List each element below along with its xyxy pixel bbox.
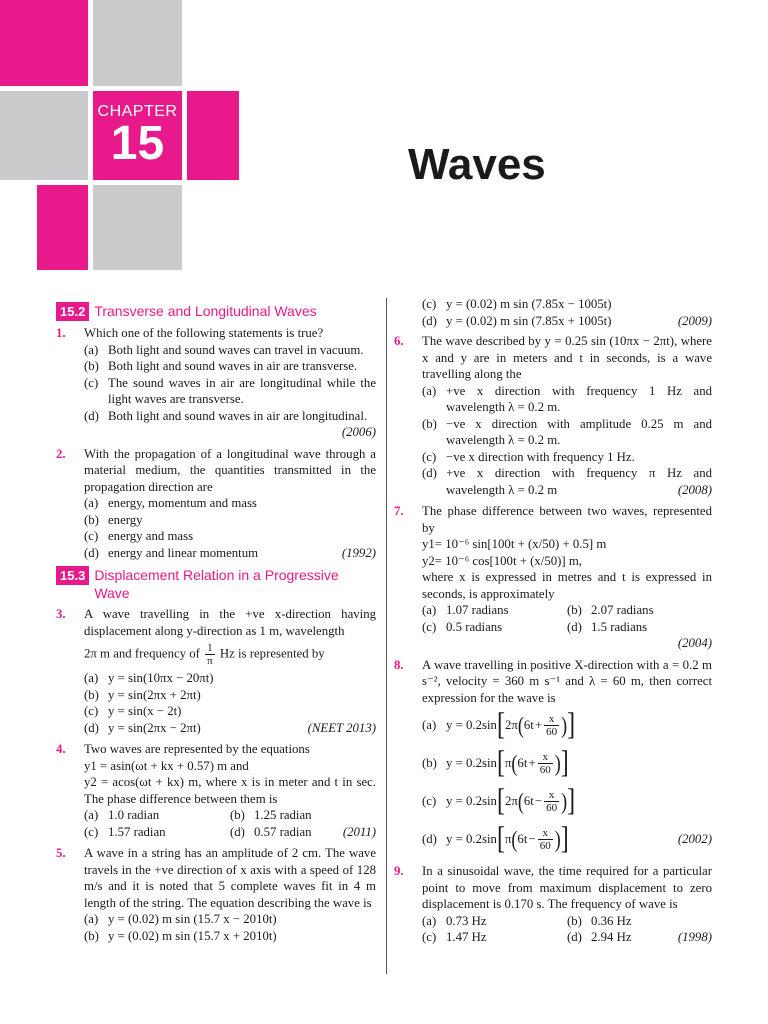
- section-number: 15.3: [56, 566, 89, 585]
- fraction: $\frac{1}{\pi}$: [207, 642, 213, 667]
- option-b: (b) 1.25 radian: [230, 808, 312, 822]
- question-5: [56, 845, 376, 944]
- option-b: (b) Both light and sound waves in air are transverse.: [84, 359, 358, 373]
- section-heading: [56, 302, 376, 321]
- option-d: (d) 2.94 Hz (1998): [567, 930, 712, 944]
- option-c: (c) 1.57 radian: [84, 824, 166, 839]
- year-label: (2002): [677, 831, 712, 846]
- option-b: (b) −ve x direction with amplitude 0.25 m and wavelength λ = 0.2 m.: [422, 416, 712, 447]
- option-a: (a) 1.0 radian: [84, 808, 160, 822]
- option-b: (b) y = (0.02) m sin (15.7 x + 2010t): [84, 928, 277, 943]
- decor-block: [0, 0, 88, 86]
- question-text: With the propagation of a longitudinal wave through a material medium, the quantities transmitted in the propagation direction are: [84, 446, 376, 494]
- question-text-cont: 2π m and frequency of $\frac{1}{\pi}$ Hz is represented by: [84, 642, 325, 667]
- question-8: [394, 657, 712, 859]
- option-b: (b) y = sin(2πx + 2πt): [84, 687, 201, 702]
- question-number: 5.: [56, 846, 66, 860]
- option-d: (d) 0.57 radian (2011): [230, 824, 376, 839]
- option-d: (d) +ve x direction with frequency π Hz and wavelength λ = 0.2 m (2008): [422, 466, 712, 497]
- section-title: Displacement Relation in a Progressive Wave: [94, 567, 339, 601]
- option-a: (a) 0.73 Hz: [422, 913, 487, 928]
- equation: y2 = acos(ωt + kx) m, where x is in meter and t in sec. The phase difference between them is: [84, 775, 376, 806]
- year-label: (2008): [677, 482, 712, 497]
- question-number: 1.: [56, 326, 66, 340]
- option-c: (c) energy and mass: [84, 529, 194, 543]
- section-title: Transverse and Longitudinal Waves: [94, 303, 317, 319]
- option-d: (d) 1.5 radians: [567, 619, 648, 634]
- options-row: [422, 913, 712, 930]
- question-3: [56, 606, 376, 736]
- question-text: The wave described by y = 0.25 sin (10πx − 2πt), where x and y are in meters and t in seconds, is a wave travelling along the: [422, 334, 712, 381]
- options-row: [84, 807, 376, 824]
- question-number: 6.: [394, 334, 404, 348]
- wave-equation: y = 0.2sin [ π ( 6t − $\frac{x}{60}$ ) ]: [446, 822, 569, 856]
- option-b: (b) energy: [84, 512, 143, 527]
- options-row: [422, 619, 712, 636]
- year-label: (2009): [677, 313, 712, 328]
- decor-block: [187, 91, 239, 180]
- option-a: (a) y = 0.2sin [ 2π ( 6t + $\frac{x}{60}$ ) ]: [422, 708, 576, 742]
- options-row: [422, 929, 712, 946]
- option-c: (c) 1.47 Hz: [422, 930, 487, 944]
- decor-block: [37, 185, 88, 270]
- question-number: 2.: [56, 446, 66, 461]
- chapter-badge: [93, 91, 182, 180]
- option-c: (c) y = sin(x − 2t): [84, 704, 182, 718]
- wave-equation: y = 0.2sin [ π ( 6t + $\frac{x}{60}$ ) ]: [446, 746, 569, 780]
- decor-block: [0, 91, 88, 180]
- option-a: (a) energy, momentum and mass: [84, 496, 257, 510]
- page-title: Waves: [408, 140, 546, 189]
- year-label: (1998): [677, 930, 712, 944]
- column-divider: [386, 298, 387, 974]
- question-text: In a sinusoidal wave, the time required for a particular point to move from maximum displacement to zero displacement is 0.170 s. The frequency of wave is: [422, 864, 712, 911]
- question-1: [56, 325, 376, 441]
- options-row: [84, 824, 376, 841]
- section-number: 15.2: [56, 302, 89, 321]
- decor-block: [93, 0, 182, 86]
- option-c: (c) The sound waves in air are longitudinal while the light waves are transverse.: [84, 375, 376, 406]
- option-a: (a) Both light and sound waves can travel in vacuum.: [84, 342, 364, 357]
- option-d: (d) y = (0.02) m sin (7.85x + 1005t) (2009): [422, 313, 712, 328]
- option-d: (d) Both light and sound waves in air are longitudinal. (2006): [84, 408, 376, 439]
- question-number: 4.: [56, 742, 66, 756]
- question-text: Which one of the following statements is true?: [84, 326, 324, 340]
- question-number: 7.: [394, 504, 404, 518]
- option-c: (c) 0.5 radians: [422, 619, 503, 634]
- option-b: (b) 0.36 Hz: [567, 913, 632, 928]
- option-a: (a) 1.07 radians: [422, 603, 509, 617]
- year-label: (2006): [341, 425, 376, 439]
- option-b: (b) 2.07 radians: [567, 603, 654, 617]
- question-2: [56, 446, 376, 562]
- question-text: A wave travelling in the +ve x-direction having displacement along y-direction as 1 m, wavelength: [84, 607, 376, 638]
- question-9: [394, 863, 712, 946]
- year-label: (2004): [677, 636, 712, 650]
- question-text: A wave travelling in positive X-direction with a = 0.2 m s⁻², velocity = 360 m s⁻¹ and λ = 60 m, then correct expression for the wave is: [422, 657, 712, 705]
- equation: y2= 10⁻⁶ cos[100t + (x/50)] m,: [422, 553, 582, 568]
- question-text: Two waves are represented by the equations: [84, 742, 310, 756]
- right-column: [394, 296, 712, 951]
- option-a: (a) +ve x direction with frequency 1 Hz and wavelength λ = 0.2 m.: [422, 383, 712, 414]
- year-label: (2011): [342, 824, 376, 839]
- equation: y1= 10⁻⁶ sin[100t + (x/50) + 0.5] m: [422, 537, 607, 551]
- options-row: [422, 602, 712, 619]
- question-6: [394, 333, 712, 498]
- option-d: (d) energy and linear momentum (1992): [84, 545, 376, 560]
- question-5-cont: [394, 296, 712, 329]
- option-d: (d) y = 0.2sin [ π ( 6t − $\frac{x}{60}$ ) ] (2002): [422, 822, 712, 856]
- option-c: (c) −ve x direction with frequency 1 Hz.: [422, 449, 635, 464]
- year-label: (NEET 2013): [307, 720, 376, 735]
- wave-equation: y = 0.2sin [ 2π ( 6t + $\frac{x}{60}$ ) ]: [446, 708, 576, 742]
- question-number: 9.: [394, 864, 404, 878]
- wave-equation: y = 0.2sin [ 2π ( 6t − $\frac{x}{60}$ ) ]: [446, 784, 576, 818]
- question-text-cont: where x is expressed in metres and t is expressed in seconds, is approximately: [422, 570, 712, 601]
- option-c: (c) y = 0.2sin [ 2π ( 6t − $\frac{x}{60}$ ) ]: [422, 784, 576, 818]
- option-a: (a) y = sin(10πx − 20πt): [84, 671, 214, 685]
- option-c: (c) y = (0.02) m sin (7.85x − 1005t): [422, 297, 612, 311]
- decor-block: [93, 185, 182, 270]
- option-a: (a) y = (0.02) m sin (15.7 x − 2010t): [84, 912, 277, 926]
- left-column: [56, 298, 376, 949]
- question-7: [394, 503, 712, 652]
- chapter-label: CHAPTER: [97, 103, 178, 120]
- question-4: [56, 741, 376, 840]
- year-label: (1992): [341, 545, 376, 560]
- option-d: (d) y = sin(2πx − 2πt) (NEET 2013): [84, 720, 376, 735]
- question-text: The phase difference between two waves, represented by: [422, 504, 712, 535]
- section-heading: [56, 566, 376, 602]
- chapter-number: 15: [110, 117, 165, 170]
- question-text: A wave in a string has an amplitude of 2 cm. The wave travels in the +ve direction of x axis with a speed of 128 m/s and it is noted that 5 complete waves fit in 4 m length of the string. The equation describing the wave is: [84, 846, 376, 910]
- equation: y1 = asin(ωt + kx + 0.57) m and: [84, 758, 249, 773]
- question-number: 3.: [56, 607, 66, 621]
- question-number: 8.: [394, 657, 404, 672]
- option-b: (b) y = 0.2sin [ π ( 6t + $\frac{x}{60}$ ) ]: [422, 746, 569, 780]
